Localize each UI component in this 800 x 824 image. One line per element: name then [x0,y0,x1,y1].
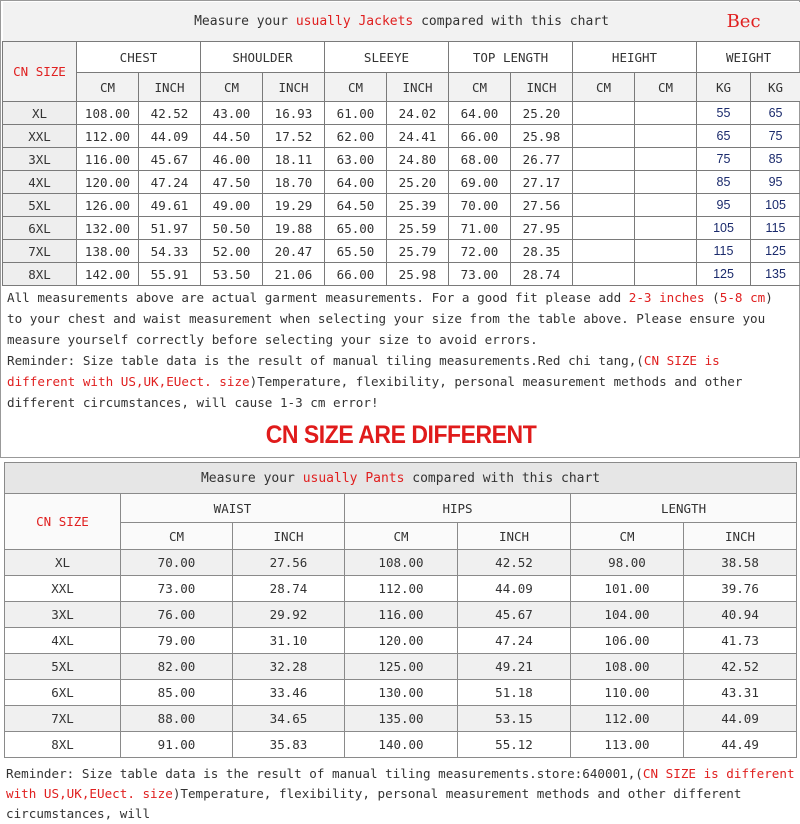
jackets-group-header: CHEST [77,42,201,73]
jackets-value-cell [635,148,697,171]
pants-size-cell: XXL [5,576,121,602]
jackets-value-cell: 95 [751,171,800,194]
pants-value-cell: 113.00 [571,732,684,758]
jackets-value-cell: 24.41 [387,125,449,148]
pants-value-cell: 27.56 [233,550,345,576]
pants-value-cell: 76.00 [121,602,233,628]
pants-unit-header: CM [571,523,684,550]
jackets-unit-header: INCH [263,73,325,102]
pants-value-cell: 33.46 [233,680,345,706]
jackets-value-cell: 24.02 [387,102,449,125]
jackets-value-cell: 135 [751,263,800,286]
jackets-value-cell: 105 [751,194,800,217]
note-highlight: CN SIZE is different with US,UK,EUect. size [6,766,795,801]
jackets-unit-header: KG [751,73,800,102]
jackets-unit-header: CM [635,73,697,102]
pants-value-cell: 110.00 [571,680,684,706]
jackets-group-header: WEIGHT [697,42,800,73]
pants-size-cell: 8XL [5,732,121,758]
pants-value-cell: 106.00 [571,628,684,654]
note-highlight: 2-3 inches [629,290,705,305]
jackets-title [3,2,800,42]
jackets-value-cell [573,148,635,171]
jackets-value-cell: 65 [697,125,751,148]
brand-logo: Bec [727,11,761,32]
jackets-size-cell: 7XL [3,240,77,263]
pants-value-cell: 42.52 [684,654,797,680]
jackets-value-cell [635,217,697,240]
jackets-size-cell: 6XL [3,217,77,240]
jackets-value-cell: 26.77 [511,148,573,171]
jackets-value-cell: 65 [751,102,800,125]
jackets-value-cell: 138.00 [77,240,139,263]
jackets-value-cell: 25.59 [387,217,449,240]
jackets-value-cell [573,240,635,263]
jackets-value-cell: 125 [751,240,800,263]
jackets-title-highlight: usually Jackets [296,14,413,29]
pants-value-cell: 39.76 [684,576,797,602]
note-highlight: CN SIZE is different with US,UK,EUect. size [7,353,720,389]
jackets-table-row [3,194,800,217]
jackets-value-cell: 25.98 [511,125,573,148]
pants-group-header: HIPS [345,494,571,523]
pants-value-cell: 44.09 [458,576,571,602]
jackets-size-header: CN SIZE [3,42,77,102]
jackets-table-row [3,102,800,125]
note-text: Reminder: Size table data is the result of manual tiling measurements.Red chi tang,( [7,353,644,368]
pants-value-cell: 40.94 [684,602,797,628]
pants-value-cell: 31.10 [233,628,345,654]
jackets-title-prefix: Measure your [194,14,296,29]
jackets-table-row [3,171,800,194]
pants-value-cell: 120.00 [345,628,458,654]
pants-value-cell: 44.49 [684,732,797,758]
jackets-value-cell: 75 [751,125,800,148]
pants-size-cell: 5XL [5,654,121,680]
pants-table-row [5,654,797,680]
jackets-value-cell: 71.00 [449,217,511,240]
pants-unit-header: INCH [233,523,345,550]
cn-size-banner: CN SIZE ARE DIFFERENT [33,421,769,450]
pants-table-row [5,576,797,602]
pants-value-cell: 85.00 [121,680,233,706]
jackets-value-cell: 20.47 [263,240,325,263]
jackets-value-cell: 50.50 [201,217,263,240]
jackets-value-cell: 49.00 [201,194,263,217]
jackets-value-cell: 120.00 [77,171,139,194]
jackets-table-row [3,148,800,171]
jackets-value-cell [635,263,697,286]
pants-size-header: CN SIZE [5,494,121,550]
pants-value-cell: 53.15 [458,706,571,732]
jackets-size-cell: XL [3,102,77,125]
jackets-table-row [3,240,800,263]
pants-value-cell: 29.92 [233,602,345,628]
pants-value-cell: 125.00 [345,654,458,680]
jackets-unit-header: INCH [511,73,573,102]
jackets-value-cell: 18.11 [263,148,325,171]
jackets-unit-header: CM [325,73,387,102]
jackets-value-cell: 95 [697,194,751,217]
pants-value-cell: 91.00 [121,732,233,758]
jackets-size-cell: XXL [3,125,77,148]
pants-title-suffix: compared with this chart [404,471,600,486]
pants-table-row [5,602,797,628]
pants-value-cell: 88.00 [121,706,233,732]
note-text: ) to your chest and waist measurement when selecting your size from the table above. Please ensure you measure yourself correctly before selecting your size to avoid errors. [7,290,773,347]
pants-table [4,462,797,758]
jackets-value-cell [573,125,635,148]
jackets-value-cell [635,240,697,263]
pants-table-row [5,706,797,732]
pants-table-row [5,628,797,654]
jackets-value-cell: 85 [751,148,800,171]
jackets-value-cell: 53.50 [201,263,263,286]
jackets-group-header: TOP LENGTH [449,42,573,73]
note-text: )Temperature, flexibility, personal measurement methods and other different circumstances, will [6,786,741,821]
jackets-value-cell: 25.98 [387,263,449,286]
jackets-value-cell: 43.00 [201,102,263,125]
jackets-size-cell: 5XL [3,194,77,217]
pants-note-reminder [6,764,796,824]
pants-group-header: WAIST [121,494,345,523]
jackets-group-header: SLEEYE [325,42,449,73]
pants-value-cell: 38.58 [684,550,797,576]
jackets-notes [7,287,793,413]
pants-value-cell: 112.00 [571,706,684,732]
jackets-value-cell [573,194,635,217]
jackets-value-cell: 64.00 [449,102,511,125]
pants-value-cell: 108.00 [345,550,458,576]
jackets-value-cell: 16.93 [263,102,325,125]
pants-size-cell: 6XL [5,680,121,706]
jackets-unit-header: CM [449,73,511,102]
pants-value-cell: 135.00 [345,706,458,732]
pants-value-cell: 45.67 [458,602,571,628]
pants-value-cell: 51.18 [458,680,571,706]
pants-value-cell: 43.31 [684,680,797,706]
note-text: )Temperature, flexibility, personal measurement methods and other different circumstances, will cause 1-3 cm error! [7,374,742,410]
jackets-value-cell: 45.67 [139,148,201,171]
jackets-value-cell: 54.33 [139,240,201,263]
jackets-unit-header: CM [573,73,635,102]
jackets-value-cell: 25.79 [387,240,449,263]
pants-value-cell: 101.00 [571,576,684,602]
jackets-value-cell: 44.09 [139,125,201,148]
pants-value-cell: 82.00 [121,654,233,680]
jackets-value-cell: 68.00 [449,148,511,171]
jackets-value-cell: 25.39 [387,194,449,217]
jackets-value-cell: 55.91 [139,263,201,286]
jackets-value-cell: 69.00 [449,171,511,194]
pants-value-cell: 44.09 [684,706,797,732]
note-text: Reminder: Size table data is the result of manual tiling measurements.store:640001,( [6,766,643,781]
jackets-value-cell: 27.56 [511,194,573,217]
jackets-value-cell: 49.61 [139,194,201,217]
jackets-value-cell: 17.52 [263,125,325,148]
jackets-value-cell [635,171,697,194]
jackets-size-cell: 8XL [3,263,77,286]
jackets-value-cell: 21.06 [263,263,325,286]
pants-size-cell: 4XL [5,628,121,654]
pants-value-cell: 32.28 [233,654,345,680]
jackets-value-cell: 75 [697,148,751,171]
jackets-value-cell: 28.74 [511,263,573,286]
pants-value-cell: 108.00 [571,654,684,680]
pants-value-cell: 73.00 [121,576,233,602]
jackets-value-cell: 65.50 [325,240,387,263]
jackets-value-cell: 19.29 [263,194,325,217]
jackets-table [2,2,800,286]
jackets-value-cell: 126.00 [77,194,139,217]
pants-size-cell: 7XL [5,706,121,732]
jackets-value-cell: 27.95 [511,217,573,240]
jackets-value-cell: 51.97 [139,217,201,240]
jackets-table-row [3,217,800,240]
jackets-unit-header: CM [77,73,139,102]
pants-value-cell: 140.00 [345,732,458,758]
jackets-value-cell: 47.50 [201,171,263,194]
jackets-value-cell: 116.00 [77,148,139,171]
jackets-title-suffix: compared with this chart [413,14,609,29]
note-text: All measurements above are actual garment measurements. For a good fit please add [7,290,629,305]
jackets-value-cell: 64.50 [325,194,387,217]
note-highlight: 5-8 cm [720,290,766,305]
jackets-table-row [3,125,800,148]
pants-group-header: LENGTH [571,494,797,523]
jackets-value-cell: 125 [697,263,751,286]
jackets-value-cell [635,194,697,217]
jackets-value-cell: 112.00 [77,125,139,148]
jackets-value-cell: 66.00 [325,263,387,286]
pants-value-cell: 35.83 [233,732,345,758]
jackets-value-cell: 27.17 [511,171,573,194]
pants-title-highlight: usually Pants [303,471,405,486]
pants-unit-header: INCH [458,523,571,550]
jackets-unit-header: CM [201,73,263,102]
pants-size-cell: XL [5,550,121,576]
note-text: ( [705,290,720,305]
jackets-group-header: HEIGHT [573,42,697,73]
jackets-size-cell: 3XL [3,148,77,171]
jackets-value-cell: 55 [697,102,751,125]
jackets-unit-header: KG [697,73,751,102]
pants-value-cell: 130.00 [345,680,458,706]
pants-value-cell: 79.00 [121,628,233,654]
jackets-value-cell: 85 [697,171,751,194]
jackets-value-cell: 47.24 [139,171,201,194]
jackets-note-fit [7,287,793,350]
jackets-value-cell: 28.35 [511,240,573,263]
jackets-value-cell: 65.00 [325,217,387,240]
jackets-value-cell [635,102,697,125]
jackets-value-cell: 52.00 [201,240,263,263]
jackets-value-cell: 25.20 [387,171,449,194]
pants-value-cell: 70.00 [121,550,233,576]
pants-notes [6,764,796,824]
jackets-value-cell: 25.20 [511,102,573,125]
pants-size-chart [0,462,800,800]
pants-value-cell: 104.00 [571,602,684,628]
pants-value-cell: 49.21 [458,654,571,680]
pants-value-cell: 42.52 [458,550,571,576]
jackets-value-cell: 115 [697,240,751,263]
jackets-value-cell: 44.50 [201,125,263,148]
pants-table-row [5,680,797,706]
jackets-value-cell: 105 [697,217,751,240]
pants-value-cell: 34.65 [233,706,345,732]
jackets-table-row [3,263,800,286]
jackets-value-cell: 132.00 [77,217,139,240]
pants-value-cell: 55.12 [458,732,571,758]
jackets-note-reminder [7,350,793,413]
jackets-value-cell: 61.00 [325,102,387,125]
jackets-value-cell: 108.00 [77,102,139,125]
pants-table-row [5,550,797,576]
jackets-value-cell: 63.00 [325,148,387,171]
jackets-value-cell [573,171,635,194]
jackets-value-cell: 18.70 [263,171,325,194]
pants-value-cell: 116.00 [345,602,458,628]
jackets-value-cell [573,102,635,125]
jackets-value-cell [573,217,635,240]
jackets-value-cell [573,263,635,286]
jackets-group-header: SHOULDER [201,42,325,73]
pants-unit-header: CM [121,523,233,550]
pants-title [5,463,797,494]
jackets-value-cell: 42.52 [139,102,201,125]
pants-value-cell: 47.24 [458,628,571,654]
jackets-value-cell: 142.00 [77,263,139,286]
jackets-value-cell [635,125,697,148]
jackets-value-cell: 64.00 [325,171,387,194]
jackets-value-cell: 46.00 [201,148,263,171]
jackets-value-cell: 24.80 [387,148,449,171]
jackets-size-cell: 4XL [3,171,77,194]
jackets-value-cell: 66.00 [449,125,511,148]
pants-unit-header: INCH [684,523,797,550]
jackets-value-cell: 72.00 [449,240,511,263]
pants-size-cell: 3XL [5,602,121,628]
pants-title-prefix: Measure your [201,471,303,486]
jackets-unit-header: INCH [387,73,449,102]
pants-unit-header: CM [345,523,458,550]
jackets-value-cell: 62.00 [325,125,387,148]
jackets-value-cell: 19.88 [263,217,325,240]
pants-value-cell: 98.00 [571,550,684,576]
pants-value-cell: 112.00 [345,576,458,602]
jackets-value-cell: 73.00 [449,263,511,286]
pants-value-cell: 28.74 [233,576,345,602]
pants-value-cell: 41.73 [684,628,797,654]
jackets-value-cell: 70.00 [449,194,511,217]
jackets-value-cell: 115 [751,217,800,240]
pants-table-row [5,732,797,758]
jackets-unit-header: INCH [139,73,201,102]
